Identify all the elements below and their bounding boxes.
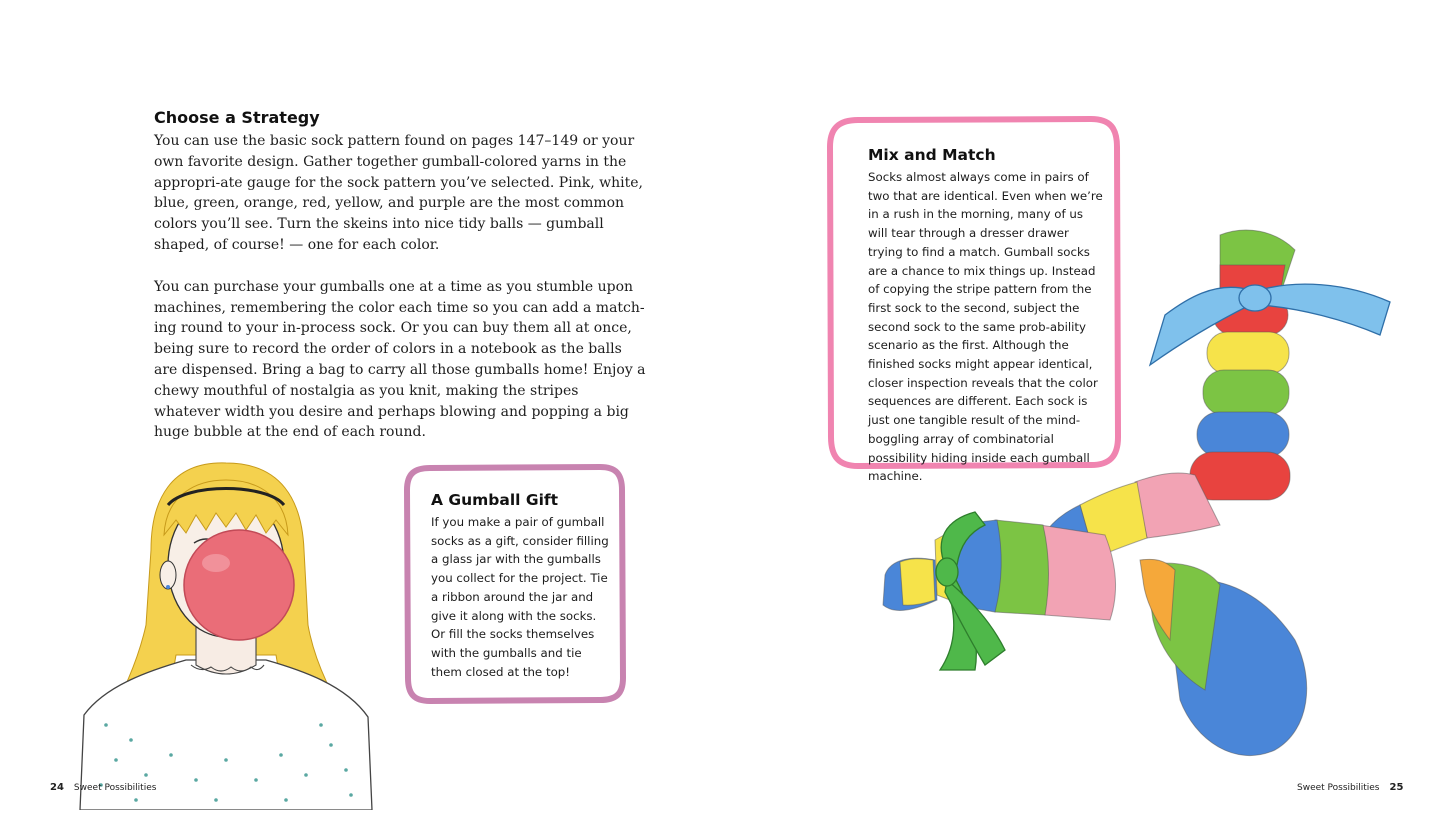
page-number: 25 [1389, 782, 1404, 793]
page-footer-right [1297, 782, 1403, 793]
paragraph: You can use the basic sock pattern found on pages 147–149 or your own favorite design. Gather together gumball-colored yarns in the appropri-ate gauge for the sock pattern you’ve selected. Pink, white, blue, green, orange, red, yellow, and purple are the most common colors you’ll see. Turn the skeins into nice tidy balls — gumball shaped, of course! — one for each color. [154, 133, 643, 253]
running-footer: Sweet Possibilities [1297, 783, 1380, 793]
running-footer: Sweet Possibilities [73, 783, 157, 793]
paragraph: You can purchase your gumballs one at a time as you stumble upon machines, remembering the color each time so you can add a match-ing round to your in-process sock. Or you can buy them all at once, being sure to record the order of colors in a notebook as the balls are dispensed. Bring a bag to carry all those gumballs home! Enjoy a chewy mouthful of nostalgia as you knit, making the stripes whatever width you desire and perhaps blowing and popping a big huge bubble at the end of each round. [154, 278, 646, 441]
gumball-gift-sidebar [404, 464, 626, 704]
sidebar-body: If you make a pair of gumball socks as a gift, consider filling a glass jar with the gumballs you collect for the project. Tie a ribbon around the jar and give it along with the socks. Or fill the socks themselves with the gumballs and tie them closed at the top! [431, 515, 609, 679]
body-text [154, 131, 649, 443]
page-footer-left [50, 782, 156, 793]
sidebar-title: Mix and Match [868, 146, 996, 164]
striped-socks-illustration [875, 220, 1400, 780]
section-heading: Choose a Strategy [154, 108, 320, 127]
sidebar-title: A Gumball Gift [431, 491, 559, 509]
girl-blowing-bubble-illustration [73, 455, 376, 810]
page-number: 24 [50, 782, 64, 793]
sidebar-body: Socks almost always come in pairs of two that are identical. Even when we’re in a rush in the morning, many of us will tear through a dresser drawer trying to find a match. Gumball socks are a chance to mix things up. Instead of copying the stripe pattern from the first sock to the second, subject the second sock to the same prob-ability scenario as the first. Although the finished socks might appear identical, closer inspection reveals that the color sequences are different. Each sock is just one tangible result of the mind-boggling array of combinatorial possibility hiding inside each gumball machine. [868, 170, 1103, 484]
